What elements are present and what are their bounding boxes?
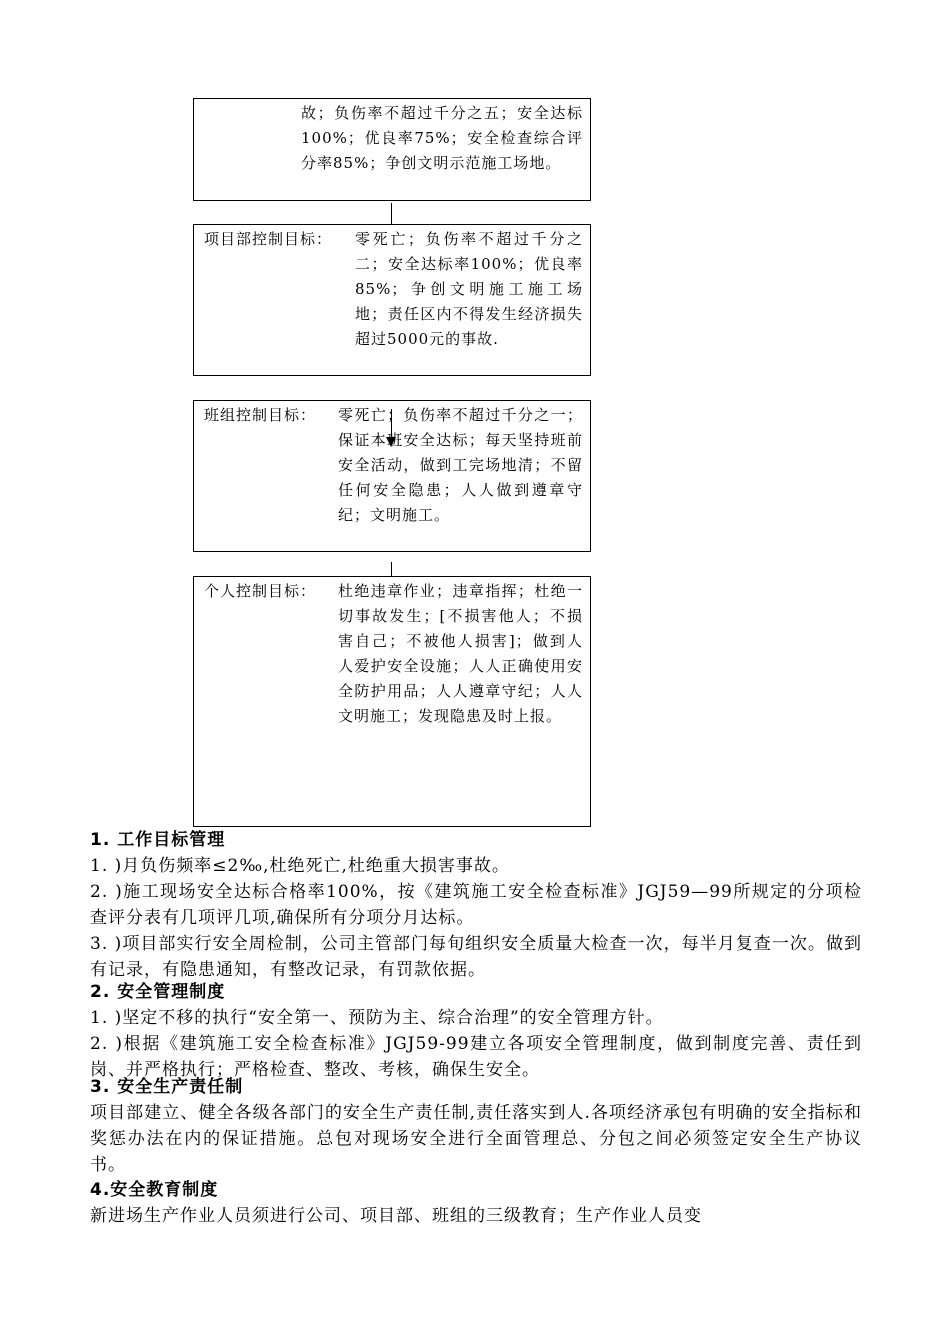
- section-paragraph: 1. )月负伤频率≤2‰,杜绝死亡,杜绝重大损害事故。: [90, 856, 510, 876]
- section-paragraph: 1. )坚定不移的执行“安全第一、预防为主、综合治理”的安全管理方针。: [90, 1008, 664, 1028]
- goal-box-individual: [193, 576, 591, 827]
- section-heading: 3. 安全生产责任制: [90, 1077, 244, 1097]
- goal-box-company-text: 故；负伤率不超过千分之五；安全达标100%；优良率75%；安全检查综合评分率85%；争创文明示范施工场地。: [301, 104, 583, 172]
- section-heading: 4.安全教育制度: [90, 1180, 219, 1200]
- section-paragraph: 2. )根据《建筑施工安全检查标准》JGJ59-99建立各项安全管理制度，做到制度完善、责任到岗、并严格执行；严格检查、整改、考核，确保生安全。: [90, 1034, 862, 1080]
- section-paragraph: 3. )项目部实行安全周检制，公司主管部门每旬组织安全质量大检查一次，每半月复查一次。做到有记录，有隐患通知，有整改记录，有罚款依据。: [90, 934, 862, 980]
- section-work-goal-management: [90, 828, 862, 983]
- goal-box-team: [193, 400, 591, 552]
- goal-box-individual-text: 杜绝违章作业；违章指挥；杜绝一切事故发生；[不损害他人；不损害自己；不被他人损害]；做到人人爱护安全设施；人人正确使用安全防护用品；人人遵章守纪；人人文明施工；发现隐患及时上报。: [338, 582, 583, 725]
- section-heading: 2. 安全管理制度: [90, 982, 226, 1002]
- section-safety-management-system: [90, 980, 862, 1083]
- section-heading: 1. 工作目标管理: [90, 830, 226, 850]
- goal-box-team-label: 班组控制目标：: [204, 406, 317, 424]
- goal-box-project-text: 零死亡；负伤率不超过千分之二；安全达标率100%；优良率85%；争创文明施工施工场地；责任区内不得发生经济损失超过5000元的事故.: [355, 230, 583, 348]
- goal-box-team-text: 零死亡；负伤率不超过千分之一；保证本班安全达标；每天坚持班前安全活动，做到工完场地清；不留任何安全隐患；人人做到遵章守纪；文明施工。: [338, 406, 583, 524]
- goal-box-individual-label: 个人控制目标：: [204, 582, 317, 600]
- section-paragraph: 新进场生产作业人员须进行公司、项目部、班组的三级教育；生产作业人员变: [90, 1206, 702, 1226]
- goal-box-company: [193, 98, 591, 201]
- section-paragraph: 2. )施工现场安全达标合格率100%，按《建筑施工安全检查标准》JGJ59—99所规定的分项检查评分表有几项评几项,确保所有分项分月达标。: [90, 882, 862, 928]
- section-paragraph: 项目部建立、健全各级各部门的安全生产责任制,责任落实到人.各项经济承包有明确的安全指标和奖惩办法在内的保证措施。总包对现场安全进行全面管理总、分包之间必须签定安全生产协议书。: [90, 1103, 862, 1175]
- section-safety-education-system: [90, 1178, 862, 1229]
- flow-arrow-2: [391, 409, 392, 445]
- goal-box-project-label: 项目部控制目标：: [204, 230, 333, 248]
- goal-box-project: [193, 224, 591, 376]
- section-safety-responsibility-system: [90, 1075, 862, 1178]
